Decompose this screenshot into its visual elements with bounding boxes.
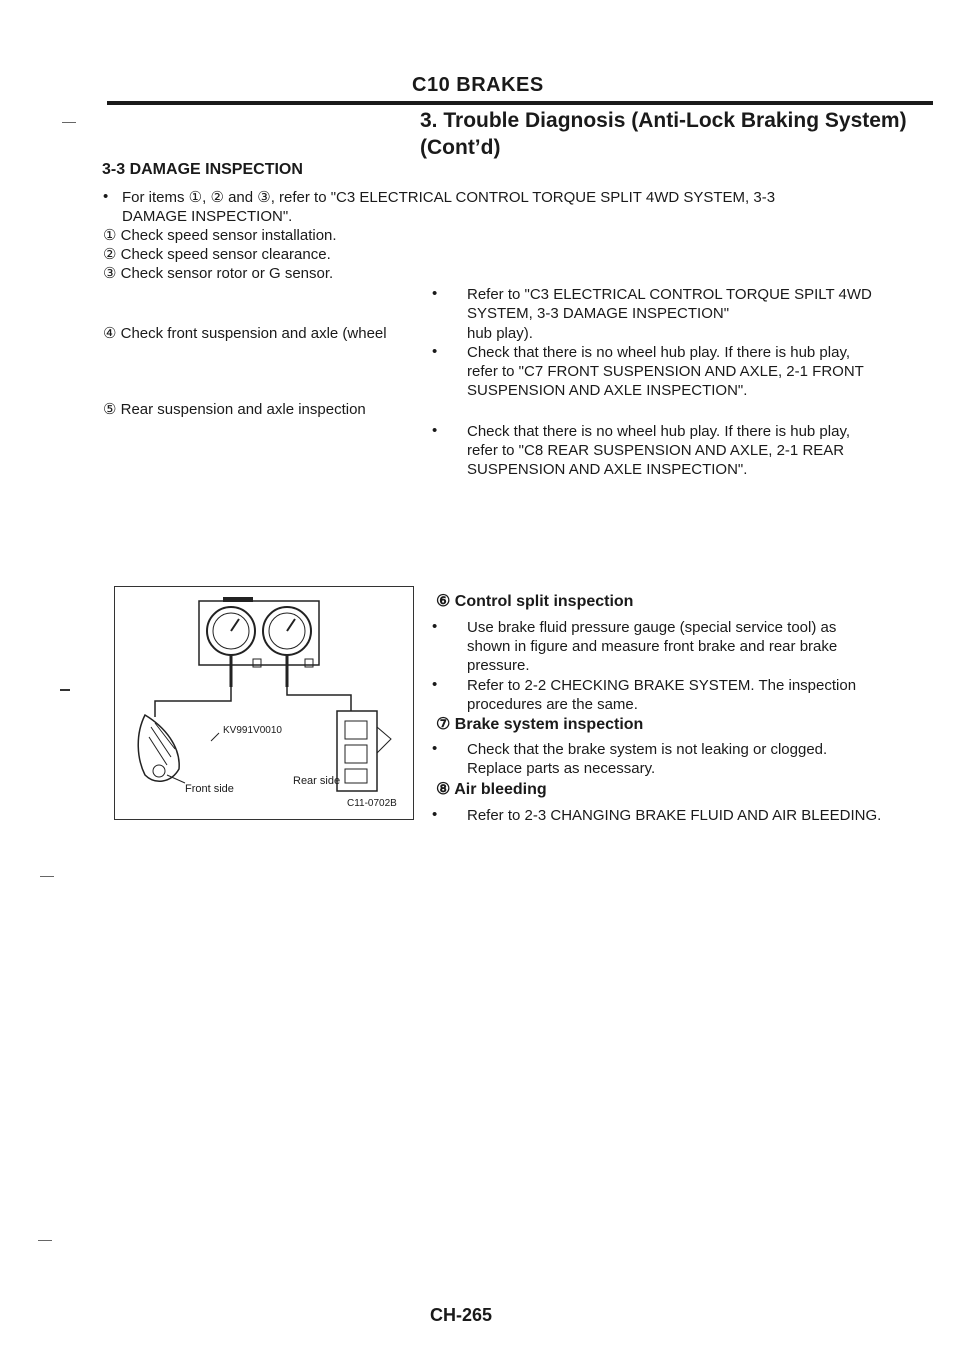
damage-check-4-line3: SUSPENSION AND AXLE INSPECTION". bbox=[467, 382, 748, 399]
step-8-title: ⑧ Air bleeding bbox=[436, 781, 547, 798]
step-7-bullet-1 bbox=[467, 740, 937, 778]
rear-side-label: Rear side bbox=[293, 775, 341, 787]
front-caliper-icon bbox=[138, 715, 179, 781]
bullet-icon: • bbox=[432, 806, 438, 823]
section-title-line2: (Cont’d) bbox=[420, 136, 501, 159]
step-6-bullet-2-line1: Refer to 2-2 CHECKING BRAKE SYSTEM. The inspection bbox=[467, 677, 857, 694]
rear-caliper-icon bbox=[337, 711, 377, 791]
bullet-icon: • bbox=[103, 188, 109, 205]
damage-inspection-heading: 3-3 DAMAGE INSPECTION bbox=[102, 161, 303, 178]
valve-icon bbox=[253, 659, 261, 667]
chapter-title: C10 BRAKES bbox=[412, 74, 544, 96]
section-title bbox=[420, 107, 940, 161]
step-8-bullet-1: Refer to 2-3 CHANGING BRAKE FLUID AND AIR BLEEDING. bbox=[467, 807, 882, 824]
section-title-line1: 3. Trouble Diagnosis (Anti-Lock Braking System) bbox=[420, 109, 907, 132]
damage-check-5-line3: SUSPENSION AND AXLE INSPECTION". bbox=[467, 461, 748, 478]
damage-intro bbox=[122, 188, 937, 226]
step-6-bullet-1-line2: shown in figure and measure front brake and rear brake bbox=[467, 638, 838, 655]
gauge-bracket bbox=[223, 597, 253, 602]
bullet-icon: • bbox=[432, 676, 438, 693]
step-6-bullet-2-line2: procedures are the same. bbox=[467, 696, 638, 713]
step-7-bullet-1-line2: Replace parts as necessary. bbox=[467, 760, 656, 777]
damage-check-4 bbox=[467, 343, 937, 400]
figure-code: C11-0702B bbox=[347, 798, 397, 809]
step-6-bullet-1-line1: Use brake fluid pressure gauge (special service tool) as bbox=[467, 619, 837, 636]
bullet-icon: • bbox=[432, 740, 438, 757]
bullet-icon: • bbox=[432, 343, 438, 360]
tool-code-label: KV991V0010 bbox=[223, 725, 282, 736]
damage-check-5-line2: refer to "C8 REAR SUSPENSION AND AXLE, 2-1 REAR bbox=[467, 442, 845, 459]
bullet-icon: • bbox=[432, 285, 438, 302]
damage-item-4-b: hub play). bbox=[467, 325, 533, 342]
figure-illustration bbox=[115, 587, 413, 819]
damage-check-5-line1: Check that there is no wheel hub play. If there is hub play, bbox=[467, 423, 850, 440]
damage-ref-3-line2: SYSTEM, 3-3 DAMAGE INSPECTION" bbox=[467, 305, 730, 322]
damage-intro-line2: DAMAGE INSPECTION". bbox=[122, 208, 293, 225]
valve-icon bbox=[305, 659, 313, 667]
scan-mark bbox=[38, 1240, 52, 1241]
step-7-bullet-1-line1: Check that the brake system is not leaking or clogged. bbox=[467, 741, 828, 758]
damage-intro-line1: For items ①, ② and ③, refer to "C3 ELECTRICAL CONTROL TORQUE SPLIT 4WD SYSTEM, 3-3 bbox=[122, 189, 776, 206]
damage-check-4-line1: Check that there is no wheel hub play. If there is hub play, bbox=[467, 344, 850, 361]
step-7-title: ⑦ Brake system inspection bbox=[436, 716, 644, 733]
bullet-icon: • bbox=[432, 618, 438, 635]
step-6-bullet-1 bbox=[467, 618, 937, 675]
front-side-label: Front side bbox=[185, 783, 234, 795]
step-6-bullet-1-line3: pressure. bbox=[467, 657, 530, 674]
step-6-bullet-2 bbox=[467, 676, 937, 714]
damage-ref-3 bbox=[467, 285, 937, 323]
damage-item-2: ② Check speed sensor clearance. bbox=[103, 246, 331, 263]
damage-item-4-a: ④ Check front suspension and axle (wheel bbox=[103, 325, 387, 342]
damage-item-3: ③ Check sensor rotor or G sensor. bbox=[103, 265, 334, 282]
scan-mark bbox=[40, 876, 54, 877]
damage-item-5: ⑤ Rear suspension and axle inspection bbox=[103, 401, 366, 418]
scan-mark bbox=[62, 122, 76, 123]
header-rule bbox=[107, 101, 933, 105]
page-number: CH-265 bbox=[430, 1305, 493, 1325]
damage-check-4-line2: refer to "C7 FRONT SUSPENSION AND AXLE, 2-1 FRONT bbox=[467, 363, 864, 380]
bullet-icon: • bbox=[432, 422, 438, 439]
scan-mark bbox=[60, 689, 70, 691]
damage-check-5 bbox=[467, 422, 937, 479]
step-6-title: ⑥ Control split inspection bbox=[436, 593, 634, 610]
damage-ref-3-line1: Refer to "C3 ELECTRICAL CONTROL TORQUE SPILT 4WD bbox=[467, 286, 872, 303]
pressure-gauge-figure bbox=[114, 586, 414, 820]
damage-item-1: ① Check speed sensor installation. bbox=[103, 227, 337, 244]
